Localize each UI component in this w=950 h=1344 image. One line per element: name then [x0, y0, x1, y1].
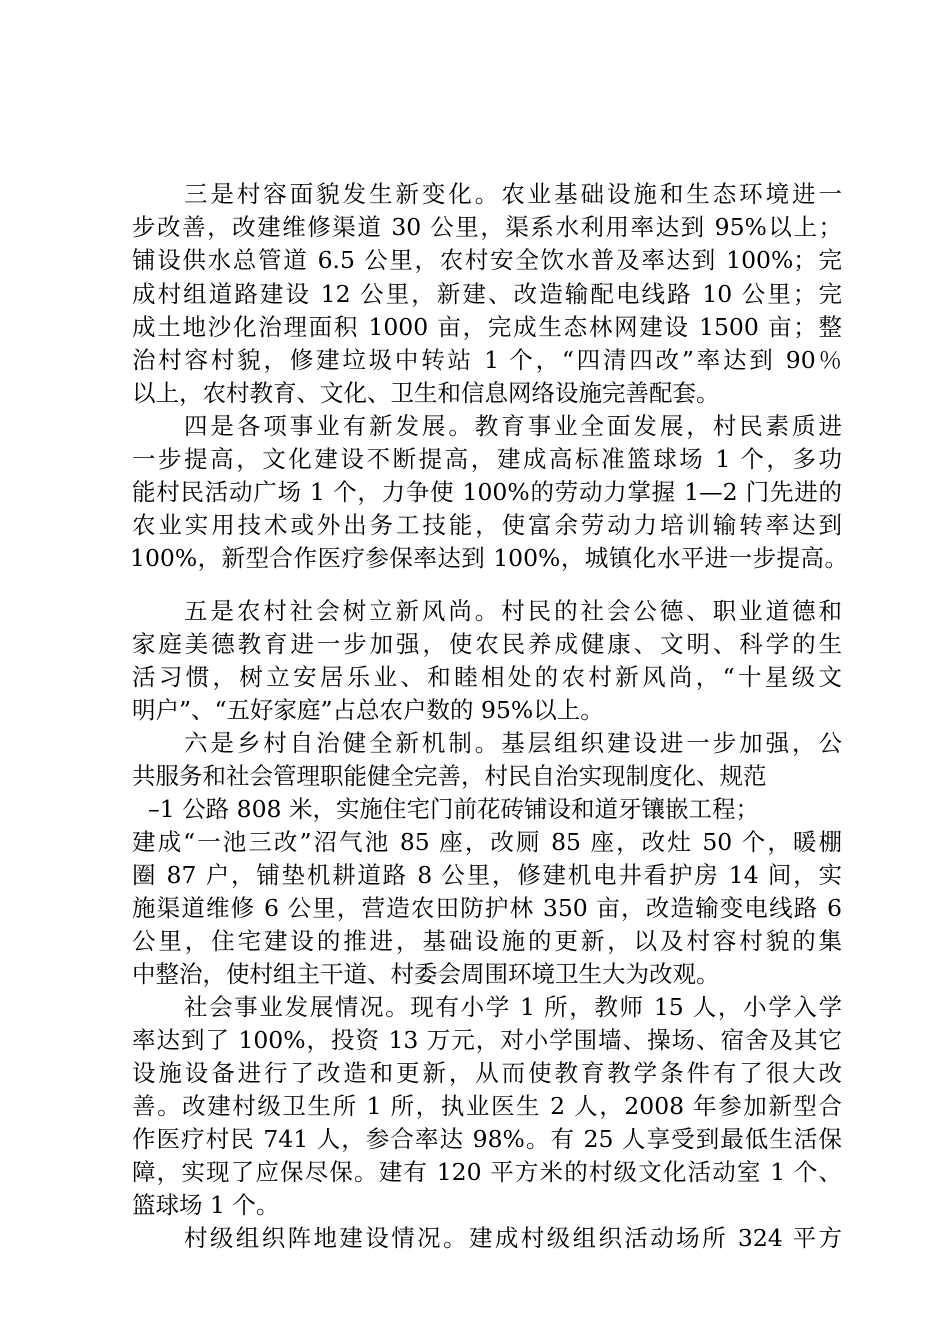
paragraph-8-line-6: 障，实现了应保尽保。建有 120 平方米的村级文化活动室 1 个、 — [132, 1158, 842, 1186]
paragraph-8-line-1: 社会事业发展情况。现有小学 1 所，教师 15 人，小学入学 — [184, 993, 842, 1021]
paragraph-5-line-1: 五是农村社会树立新风尚。村民的社会公德、职业道德和 — [184, 597, 842, 625]
paragraph-4-line-1: 四是各项事业有新发展。教育事业全面发展，村民素质进 — [184, 412, 842, 440]
paragraph-4-line-2: 一步提高，文化建设不断提高，建成高标准篮球场 1 个，多功 — [132, 445, 842, 473]
paragraph-7-line-4: 施渠道维修 6 公里，营造农田防护林 350 亩，改造输变电线路 6 — [132, 894, 842, 922]
paragraph-8-line-7: 篮球场 1 个。 — [132, 1191, 280, 1219]
paragraph-3-line-6: 治村容村貌，修建垃圾中转站 1 个，“四清四改”率达到 90％ — [132, 346, 842, 374]
paragraph-3-line-4: 成村组道路建设 12 公里，新建、改造输配电线路 10 公里；完 — [132, 280, 842, 308]
paragraph-3-line-2: 步改善，改建维修渠道 30 公里，渠系水利用率达到 95%以上； — [132, 213, 842, 241]
paragraph-5-line-4: 明户”、“五好家庭”占总农户数的 95%以上。 — [132, 696, 604, 724]
paragraph-8-line-3: 设施设备进行了改造和更新，从而使教育教学条件有了很大改 — [132, 1059, 842, 1087]
paragraph-4-line-5: 100%，新型合作医疗参保率达到 100%，城镇化水平进一步提高。 — [130, 544, 848, 572]
paragraph-8-line-4: 善。改建村级卫生所 1 所，执业医生 2 人，2008 年参加新型合 — [132, 1092, 842, 1120]
paragraph-6-line-2: 共服务和社会管理职能健全完善，村民自治实现制度化、规范 — [132, 762, 767, 790]
paragraph-9-line-1: 村级组织阵地建设情况。建成村级组织活动场所 324 平方 — [184, 1224, 842, 1252]
paragraph-4-line-4: 农业实用技术或外出务工技能，使富余劳动力培训输转率达到 — [132, 511, 842, 539]
paragraph-7-line-6: 中整治，使村组主干道、村委会周围环境卫生大为改观。 — [132, 960, 720, 988]
paragraph-5-line-3: 活习惯，树立安居乐业、和睦相处的农村新风尚，“十星级文 — [132, 663, 842, 691]
paragraph-3-line-3: 铺设供水总管道 6.5 公里，农村安全饮水普及率达到 100%；完 — [132, 246, 842, 274]
paragraph-7-line-1: –1 公路 808 米，实施住宅门前花砖铺设和道牙镶嵌工程； — [148, 795, 759, 823]
paragraph-3-line-1: 三是村容面貌发生新变化。农业基础设施和生态环境进一 — [184, 180, 842, 208]
paragraph-3-line-7: 以上，农村教育、文化、卫生和信息网络设施完善配套。 — [132, 379, 720, 407]
paragraph-7-line-3: 圈 87 户，铺垫机耕道路 8 公里，修建机电井看护房 14 间，实 — [132, 861, 842, 889]
paragraph-6-line-1: 六是乡村自治健全新机制。基层组织建设进一步加强，公 — [184, 729, 842, 757]
paragraph-7-line-2: 建成“一池三改”沼气池 85 座，改厕 85 座，改灶 50 个，暖棚 — [132, 828, 842, 856]
paragraph-8-line-5: 作医疗村民 741 人，参合率达 98%。有 25 人享受到最低生活保 — [132, 1125, 842, 1153]
paragraph-7-line-5: 公里，住宅建设的推进，基础设施的更新，以及村容村貌的集 — [132, 927, 842, 955]
paragraph-4-line-3: 能村民活动广场 1 个，力争使 100%的劳动力掌握 1—2 门先进的 — [132, 478, 842, 506]
paragraph-3-line-5: 成土地沙化治理面积 1000 亩，完成生态林网建设 1500 亩；整 — [132, 313, 842, 341]
paragraph-8-line-2: 率达到了 100%，投资 13 万元，对小学围墙、操场、宿舍及其它 — [132, 1026, 842, 1054]
paragraph-5-line-2: 家庭美德教育进一步加强，使农民养成健康、文明、科学的生 — [132, 630, 842, 658]
